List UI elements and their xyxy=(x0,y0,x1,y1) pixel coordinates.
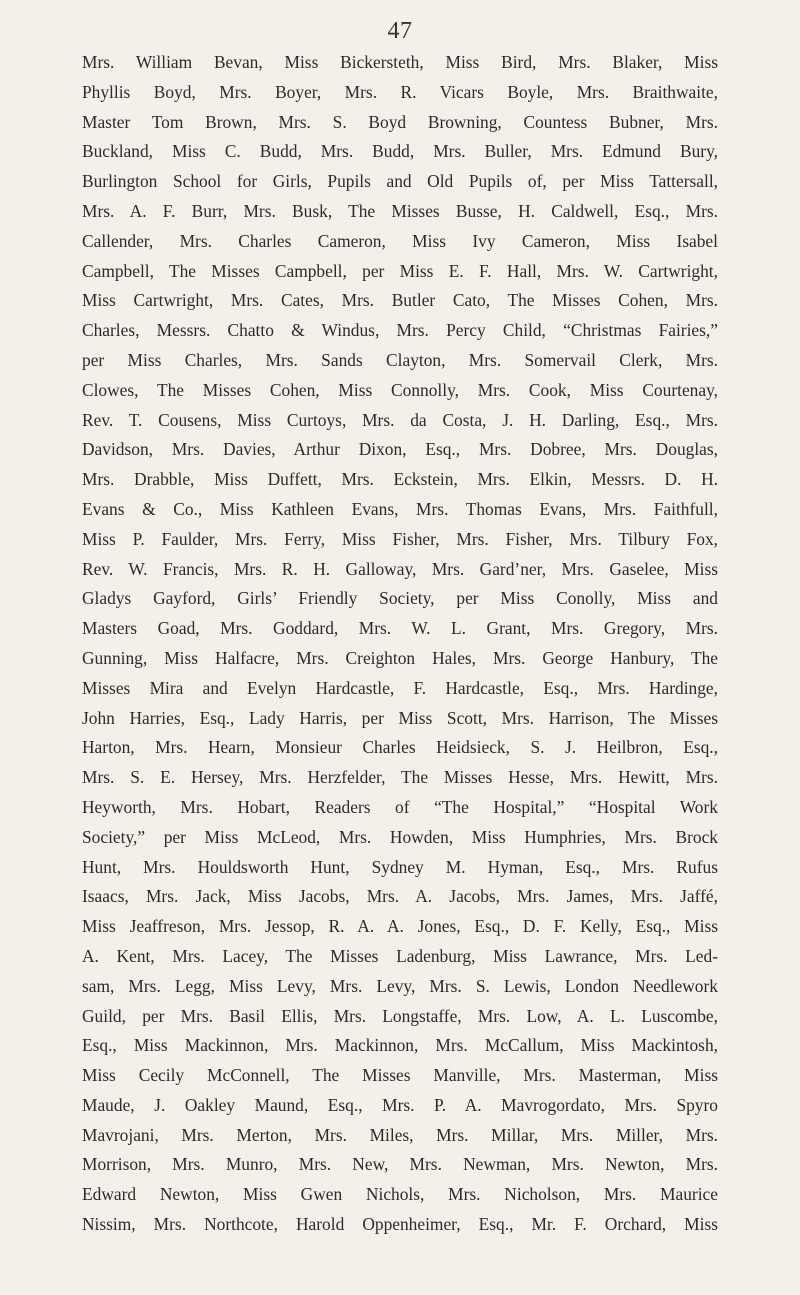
text-line: Mrs. S. E. Hersey, Mrs. Herzfelder, The Misses Hesse, Mrs. Hewitt, Mrs. xyxy=(82,767,718,788)
text-line: Morrison, Mrs. Munro, Mrs. New, Mrs. Newman, Mrs. Newton, Mrs. xyxy=(82,1154,718,1175)
text-line: Mrs. A. F. Burr, Mrs. Busk, The Misses Busse, H. Caldwell, Esq., Mrs. xyxy=(82,200,718,221)
text-line: Maude, J. Oakley Maund, Esq., Mrs. P. A. Mavrogordato, Mrs. Spyro xyxy=(82,1094,718,1115)
text-line: Burlington School for Girls, Pupils and Old Pupils of, per Miss Tattersall, xyxy=(82,171,718,192)
text-line: Misses Mira and Evelyn Hardcastle, F. Hardcastle, Esq., Mrs. Hardinge, xyxy=(82,677,718,698)
text-line: Rev. T. Cousens, Miss Curtoys, Mrs. da Costa, J. H. Darling, Esq., Mrs. xyxy=(82,409,718,430)
text-line: Mrs. William Bevan, Miss Bickersteth, Miss Bird, Mrs. Blaker, Miss xyxy=(82,52,718,72)
text-line: per Miss Charles, Mrs. Sands Clayton, Mrs. Somervail Clerk, Mrs. xyxy=(82,349,718,370)
text-line: Hunt, Mrs. Houldsworth Hunt, Sydney M. Hyman, Esq., Mrs. Rufus xyxy=(82,856,718,877)
text-line: A. Kent, Mrs. Lacey, The Misses Ladenburg, Miss Lawrance, Mrs. Led- xyxy=(82,945,718,966)
subscriber-list-text xyxy=(82,48,718,1240)
text-line: Evans & Co., Miss Kathleen Evans, Mrs. Thomas Evans, Mrs. Faithfull, xyxy=(82,498,718,519)
text-line: Heyworth, Mrs. Hobart, Readers of “The Hospital,” “Hospital Work xyxy=(82,796,718,817)
text-line: Clowes, The Misses Cohen, Miss Connolly, Mrs. Cook, Miss Courtenay, xyxy=(82,379,718,400)
text-line: Masters Goad, Mrs. Goddard, Mrs. W. L. Grant, Mrs. Gregory, Mrs. xyxy=(82,618,718,639)
text-line: Edward Newton, Miss Gwen Nichols, Mrs. Nicholson, Mrs. Maurice xyxy=(82,1184,718,1205)
text-line: Nissim, Mrs. Northcote, Harold Oppenheimer, Esq., Mr. F. Orchard, Miss xyxy=(82,1214,718,1235)
text-line: Harton, Mrs. Hearn, Monsieur Charles Heidsieck, S. J. Heilbron, Esq., xyxy=(82,737,718,758)
text-line: Mavrojani, Mrs. Merton, Mrs. Miles, Mrs. Millar, Mrs. Miller, Mrs. xyxy=(82,1124,718,1145)
text-line: Buckland, Miss C. Budd, Mrs. Budd, Mrs. Buller, Mrs. Edmund Bury, xyxy=(82,141,718,162)
text-line: sam, Mrs. Legg, Miss Levy, Mrs. Levy, Mrs. S. Lewis, London Needlework xyxy=(82,975,718,996)
text-line: Rev. W. Francis, Mrs. R. H. Galloway, Mrs. Gard’ner, Mrs. Gaselee, Miss xyxy=(82,558,718,579)
text-line: Isaacs, Mrs. Jack, Miss Jacobs, Mrs. A. Jacobs, Mrs. James, Mrs. Jaffé, xyxy=(82,886,718,907)
text-line: Charles, Messrs. Chatto & Windus, Mrs. Percy Child, “Christmas Fairies,” xyxy=(82,320,718,341)
text-line: Callender, Mrs. Charles Cameron, Miss Ivy Cameron, Miss Isabel xyxy=(82,230,718,251)
text-line: Campbell, The Misses Campbell, per Miss E. F. Hall, Mrs. W. Cartwright, xyxy=(82,260,718,281)
text-line: Esq., Miss Mackinnon, Mrs. Mackinnon, Mrs. McCallum, Miss Mackintosh, xyxy=(82,1035,718,1056)
text-line: Miss Jeaffreson, Mrs. Jessop, R. A. A. Jones, Esq., D. F. Kelly, Esq., Miss xyxy=(82,916,718,937)
text-line: Mrs. Drabble, Miss Duffett, Mrs. Eckstein, Mrs. Elkin, Messrs. D. H. xyxy=(82,469,718,490)
text-line: Guild, per Mrs. Basil Ellis, Mrs. Longstaffe, Mrs. Low, A. L. Luscombe, xyxy=(82,1005,718,1026)
text-line: Miss Cartwright, Mrs. Cates, Mrs. Butler Cato, The Misses Cohen, Mrs. xyxy=(82,290,718,311)
text-line: Phyllis Boyd, Mrs. Boyer, Mrs. R. Vicars Boyle, Mrs. Braithwaite, xyxy=(82,81,718,102)
text-line: Miss Cecily McConnell, The Misses Manville, Mrs. Masterman, Miss xyxy=(82,1065,718,1086)
text-line: Davidson, Mrs. Davies, Arthur Dixon, Esq., Mrs. Dobree, Mrs. Douglas, xyxy=(82,439,718,460)
text-line: Society,” per Miss McLeod, Mrs. Howden, Miss Humphries, Mrs. Brock xyxy=(82,826,718,847)
text-line: Gunning, Miss Halfacre, Mrs. Creighton Hales, Mrs. George Hanbury, The xyxy=(82,647,718,668)
text-line: Gladys Gayford, Girls’ Friendly Society, per Miss Conolly, Miss and xyxy=(82,588,718,609)
text-line: John Harries, Esq., Lady Harris, per Miss Scott, Mrs. Harrison, The Misses xyxy=(82,707,718,728)
page-number: 47 xyxy=(387,18,413,44)
text-line: Master Tom Brown, Mrs. S. Boyd Browning, Countess Bubner, Mrs. xyxy=(82,111,718,132)
text-line: Miss P. Faulder, Mrs. Ferry, Miss Fisher, Mrs. Fisher, Mrs. Tilbury Fox, xyxy=(82,528,718,549)
